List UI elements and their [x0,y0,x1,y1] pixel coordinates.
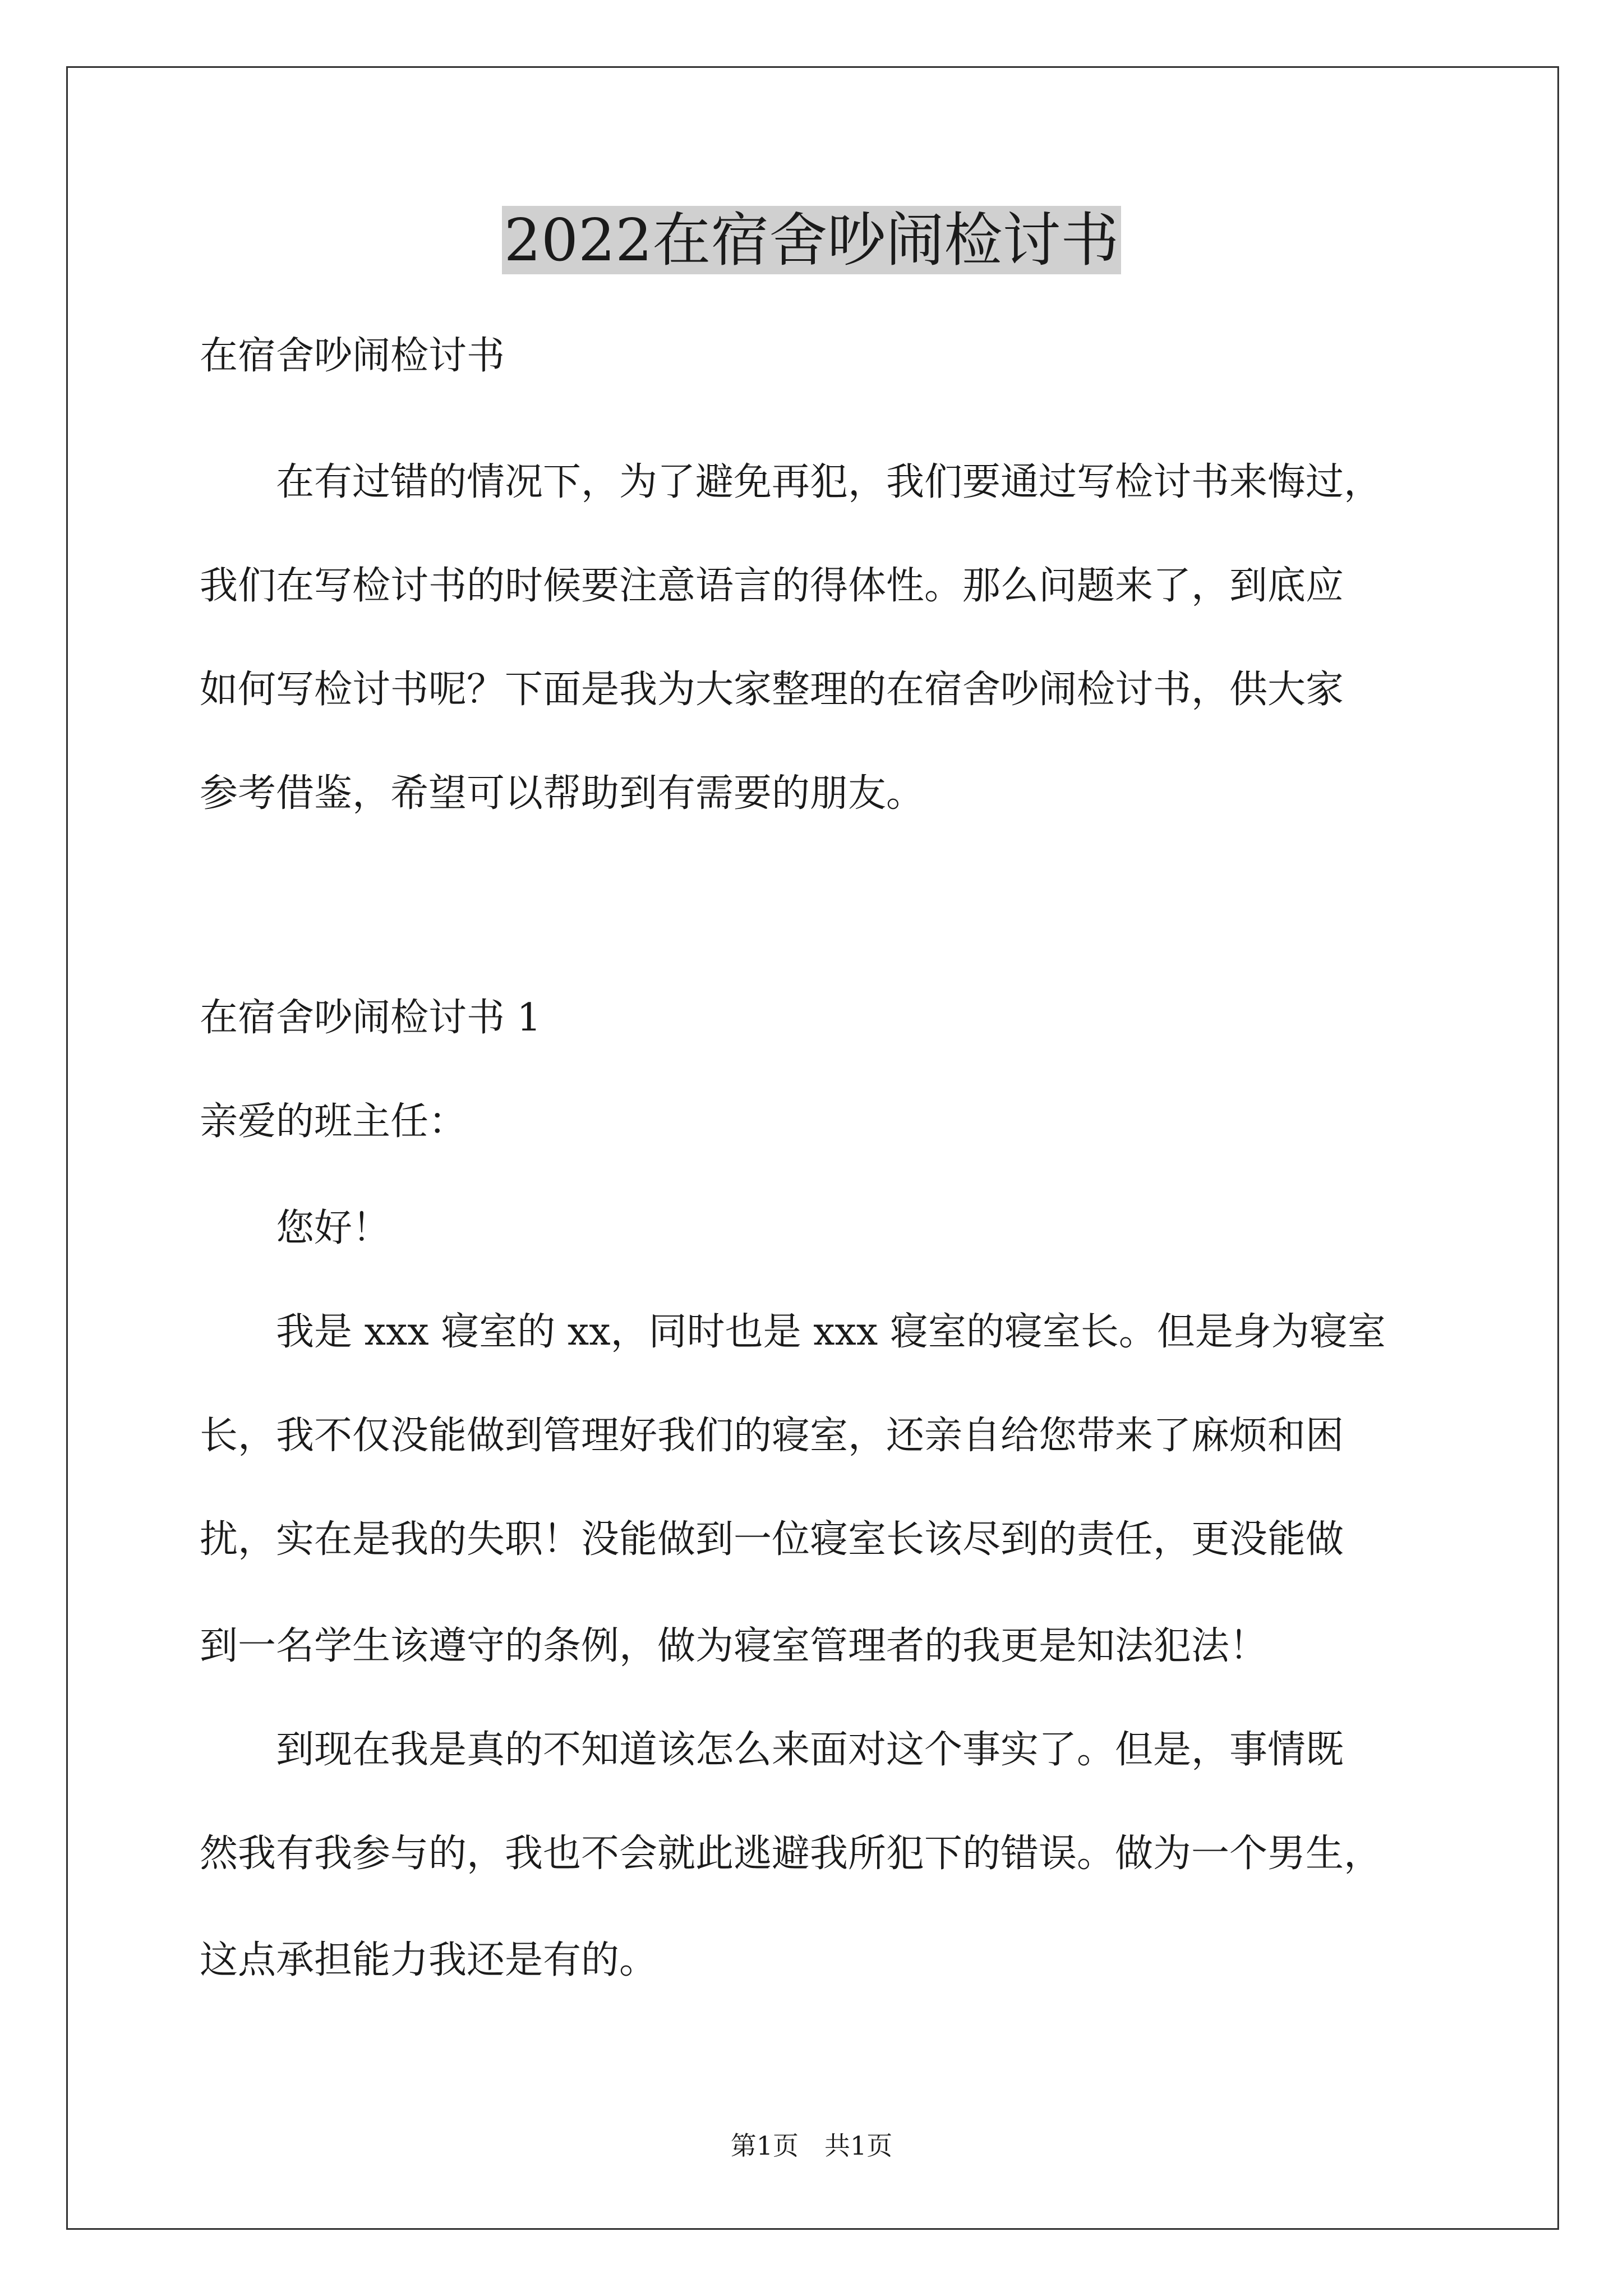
section-heading: 在宿舍吵闹检讨书 1 [200,996,541,1040]
paragraph-line: 到一名学生该遵守的条例，做为寝室管理者的我更是知法犯法！ [200,1624,1268,1668]
paragraph-line: 如何写检讨书呢？下面是我为大家整理的在宿舍吵闹检讨书，供大家 [200,668,1344,712]
document-title [0,204,1623,277]
paragraph-line: 我是 xxx 寝室的 xx，同时也是 xxx 寝室的寝室长。但是身为寝室 [200,1310,1386,1354]
page-border [66,66,1559,2230]
paragraph-line: 我们在写检讨书的时候要注意语言的得体性。那么问题来了，到底应 [200,564,1344,608]
paragraph-line: 长，我不仅没能做到管理好我们的寝室，还亲自给您带来了麻烦和困 [200,1414,1344,1458]
paragraph-line: 然我有我参与的，我也不会就此逃避我所犯下的错误。做为一个男生， [200,1832,1382,1876]
intro-heading: 在宿舍吵闹检讨书 [200,334,505,378]
paragraph-line: 这点承担能力我还是有的。 [200,1938,658,1982]
greeting: 您好！ [200,1206,391,1250]
paragraph-line: 到现在我是真的不知道该怎么来面对这个事实了。但是，事情既 [200,1728,1344,1772]
paragraph-line: 参考借鉴，希望可以帮助到有需要的朋友。 [200,771,925,816]
salutation: 亲爱的班主任： [200,1099,467,1144]
page-number-footer: 第1页 共1页 [730,2131,893,2161]
paragraph-line: 在有过错的情况下，为了避免再犯，我们要通过写检讨书来悔过， [200,460,1382,504]
paragraph-line: 扰，实在是我的失职！没能做到一位寝室长该尽到的责任，更没能做 [200,1517,1344,1562]
document-title-text: 2022在宿舍吵闹检讨书 [502,206,1122,274]
